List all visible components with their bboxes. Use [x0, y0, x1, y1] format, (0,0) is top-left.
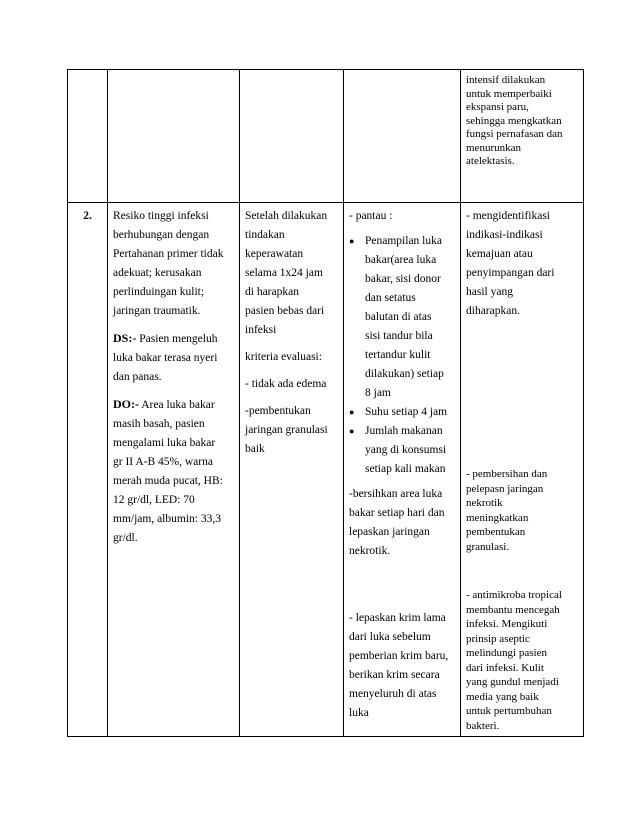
text-line: merah muda pucat, HB: [113, 475, 223, 487]
text-line: gr/dl. [113, 532, 138, 544]
text-line: Pertahanan primer tidak [113, 248, 224, 260]
text-line: dan setatus [365, 292, 416, 304]
text-line: untuk memperbaiki [466, 87, 552, 100]
text-line: adekuat; kerusakan [113, 267, 202, 279]
text-line: bakar, sisi donor [365, 273, 441, 285]
table-row-continued [68, 70, 584, 203]
text-line: gr II A-B 45%, warna [113, 456, 213, 468]
text-line: - lepaskan krim lama [349, 612, 446, 624]
text-line: ● Jumlah makanan [365, 425, 443, 437]
text-line: diharapkan. [466, 305, 520, 317]
list-item [349, 422, 455, 479]
text-line: Pasien mengeluh [139, 333, 218, 345]
text-line: mm/jam, albumin: 33,3 [113, 513, 221, 525]
cell-intervention-empty [344, 70, 461, 203]
text-line: pembentukan [466, 526, 526, 538]
text-line: luka bakar terasa nyeri [113, 352, 218, 364]
text-line: untuk pertumbuhan [466, 705, 552, 717]
text-line: fungsi pernafasan dan [466, 128, 563, 140]
text-line: jaringan granulasi [245, 424, 328, 436]
text-line: setiap kali makan [365, 463, 446, 475]
text-line: berikan krim secara [349, 669, 440, 681]
goal-text [245, 207, 338, 340]
cell-number-empty [68, 70, 108, 203]
text-line: ● Suhu setiap 4 jam [365, 406, 448, 418]
text-line: pelepasn jaringan [466, 482, 544, 495]
text-line: balutan di atas [365, 311, 432, 323]
text-line: media yang baik [466, 690, 539, 703]
row-number: 2. [68, 203, 108, 737]
text-line: tindakan [245, 229, 285, 241]
text-line: yang gundul menjadi [466, 676, 559, 688]
rationale-cream [466, 588, 578, 733]
text-line: infeksi [245, 324, 277, 336]
text-line: meningkatkan [466, 511, 529, 524]
text-line: nekrotik. [349, 545, 391, 557]
monitor-list [349, 232, 455, 479]
text-line: bakar setiap hari dan [349, 507, 445, 519]
ds-label: DS:- [113, 331, 137, 345]
text-line: Setelah dilakukan [245, 210, 328, 222]
text-line: pemberian krim baru, [349, 650, 449, 662]
text-line: 8 jam [365, 387, 391, 399]
text-line: intensif dilakukan [466, 74, 546, 86]
text-line: lepaskan jaringan [349, 526, 430, 538]
text-line: tertandur kulit [365, 349, 431, 361]
diagnosis-text [113, 207, 234, 321]
text-line: bakar(area luka [365, 254, 437, 266]
text-line: -pembentukan [245, 405, 311, 417]
text-line: yang di konsumsi [365, 444, 447, 456]
text-line: -bersihkan area luka [349, 488, 443, 500]
intervention-heading: - pantau : [349, 210, 393, 222]
text-line: granulasi. [466, 540, 510, 553]
text-line: sehingga mengkatkan [466, 114, 562, 127]
cell-rationale-continued [461, 70, 584, 203]
cell-goal [240, 203, 344, 737]
text-line: membantu mencegah [466, 603, 560, 616]
list-item [349, 232, 455, 403]
text-line: melindungi pasien [466, 647, 547, 659]
text-line: kemajuan atau [466, 248, 533, 260]
text-line: 12 gr/dl, LED: 70 [113, 494, 195, 506]
list-item [349, 403, 455, 422]
criteria-label: kriteria evaluasi: [245, 351, 322, 363]
text-line: keperawatan [245, 248, 304, 260]
text-line: dari infeksi. Kulit [466, 661, 544, 674]
text-line: jaringan traumatik. [113, 305, 201, 317]
text-line: baik [245, 443, 265, 455]
text-line: penyimpangan dari [466, 267, 555, 279]
text-line: prinsip aseptic [466, 632, 530, 645]
criteria-item [245, 402, 338, 459]
text-line: - mengidentifikasi [466, 210, 550, 222]
text-line: indikasi-indikasi [466, 229, 543, 241]
cell-intervention [344, 203, 461, 737]
text-line: - pembersihan dan [466, 468, 548, 480]
cell-rationale [461, 203, 584, 737]
text-line: perlinduingan kulit; [113, 286, 205, 298]
cell-goal-empty [240, 70, 344, 203]
objective-data [113, 395, 234, 548]
text-line: pasien bebas dari [245, 305, 325, 317]
rationale-monitor [466, 207, 578, 321]
intervention-cream [349, 609, 455, 723]
text-line: menyeluruh di atas [349, 688, 437, 700]
text-line: luka [349, 707, 369, 719]
text-line: menurunkan [466, 141, 521, 154]
text-line: sisi tandur bila [365, 330, 433, 342]
do-label: DO:- [113, 397, 139, 411]
rationale-clean [466, 467, 578, 554]
text-line: hasil yang [466, 286, 513, 298]
table-row-2 [68, 203, 584, 737]
text-line: di harapkan [245, 286, 299, 298]
text-line: berhubungan dengan [113, 229, 210, 241]
intervention-clean [349, 485, 455, 561]
text-line: dan panas. [113, 371, 162, 383]
text-line: bakteri. [466, 719, 500, 732]
text-line: atelektasis. [466, 155, 515, 167]
text-line: - antimikroba tropical [466, 589, 562, 601]
text-line: ekspansi paru, [466, 101, 529, 113]
care-plan-table [67, 69, 584, 737]
text-line: masih basah, pasien [113, 418, 205, 430]
text-line: Resiko tinggi infeksi [113, 210, 209, 222]
text-line: dilakukan) setiap [365, 368, 444, 380]
cell-diagnosis-empty [108, 70, 240, 203]
text-line: ● Penampilan luka [365, 235, 442, 247]
text-line: Area luka bakar [141, 399, 215, 411]
criteria-item: - tidak ada edema [245, 378, 327, 390]
text-line: nekrotik [466, 497, 503, 509]
text-line: selama 1x24 jam [245, 267, 323, 279]
text-line: mengalami luka bakar [113, 437, 216, 449]
text-line: dari luka sebelum [349, 631, 431, 643]
cell-diagnosis [108, 203, 240, 737]
text-line: infeksi. Mengikuti [466, 618, 548, 630]
subjective-data [113, 329, 234, 387]
